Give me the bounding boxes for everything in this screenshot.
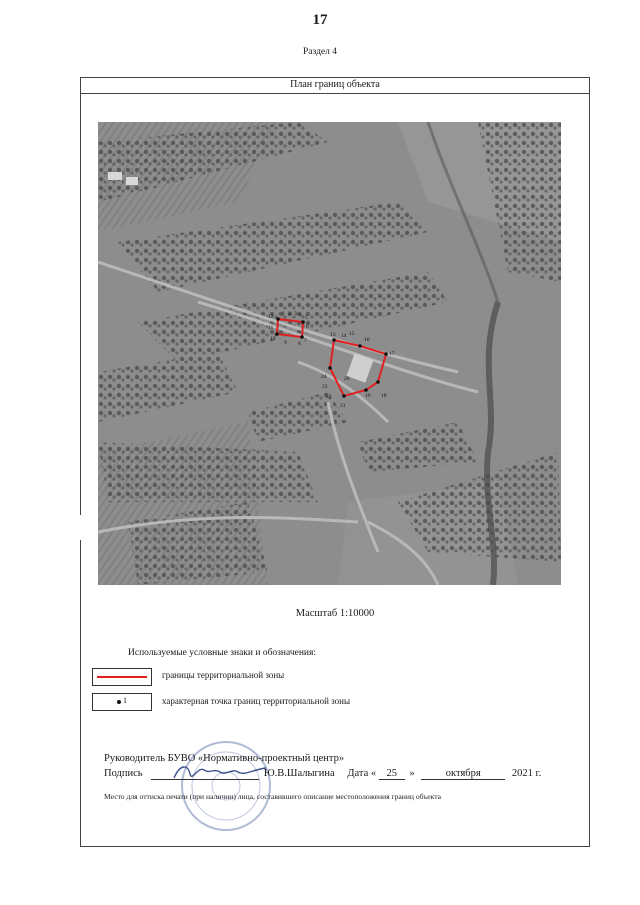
aerial-map xyxy=(98,122,561,585)
point-label-12: 12 xyxy=(268,314,274,320)
frame-border-top xyxy=(80,77,590,78)
date-day: 25 xyxy=(379,768,405,780)
point-label-24: 24 xyxy=(321,374,327,380)
red-line-icon xyxy=(97,676,147,678)
point-dot-icon xyxy=(117,700,121,704)
section-label: Раздел 4 xyxy=(303,47,337,57)
point-label-16: 16 xyxy=(364,337,370,343)
legend-boundary-symbol xyxy=(92,668,152,686)
signature-blank xyxy=(151,768,259,780)
frame-border-left xyxy=(80,77,81,515)
point-label-7: 7 xyxy=(304,338,307,344)
point-label-3: 3 xyxy=(294,311,297,317)
title-divider xyxy=(80,93,590,94)
date-month: октября xyxy=(421,768,505,780)
legend-point-number: 1 xyxy=(123,696,127,705)
frame-border-left-lower xyxy=(80,540,81,847)
footer-signature-line xyxy=(104,768,541,780)
point-label-6: 6 xyxy=(306,324,309,330)
stamp-place-note: Место для оттиска печати (при наличии) лица, составившего описание местоположения границ объекта xyxy=(104,792,442,801)
sign-label: Подпись xyxy=(104,768,143,779)
point-label-4: 4 xyxy=(299,312,302,318)
point-label-20: 20 xyxy=(344,376,350,382)
point-label-5: 5 xyxy=(305,315,308,321)
point-label-1: 1 xyxy=(282,311,285,317)
legend-point-symbol xyxy=(92,693,152,711)
point-label-17: 17 xyxy=(389,351,395,357)
footer-organization: Руководитель БУВО «Нормативно-проектный центр» xyxy=(104,753,345,764)
point-label-21: 21 xyxy=(340,403,346,409)
point-label-22: 22 xyxy=(326,394,332,400)
point-label-8: 8 xyxy=(298,341,301,347)
plan-title: План границ объекта xyxy=(290,79,380,90)
page-number: 17 xyxy=(312,12,328,28)
point-label-10: 10 xyxy=(270,336,276,342)
legend-title: Используемые условные знаки и обозначения: xyxy=(128,648,317,658)
point-label-11: 11 xyxy=(268,325,274,331)
point-label-23: 23 xyxy=(322,384,328,390)
point-label-15: 15 xyxy=(349,331,355,337)
legend-point-text: характерная точка границ территориальной зоны xyxy=(162,696,351,706)
frame-border-bottom xyxy=(80,846,590,847)
point-label-9: 9 xyxy=(284,340,287,346)
date-year: 2021 г. xyxy=(511,768,542,779)
date-day-close: » xyxy=(409,768,415,779)
frame-border-right xyxy=(589,77,590,847)
point-label-13: 13 xyxy=(330,332,336,338)
legend-boundary-text: границы территориальной зоны xyxy=(162,670,285,680)
date-label: Дата « xyxy=(347,768,377,779)
point-label-2: 2 xyxy=(288,311,291,317)
signer-name: Ю.В.Шалыгина xyxy=(263,768,335,779)
map-scale: Масштаб 1:10000 xyxy=(295,608,375,619)
point-label-14: 14 xyxy=(341,333,347,339)
point-label-19: 19 xyxy=(365,393,371,399)
aerial-map-image xyxy=(98,122,561,585)
point-label-18: 18 xyxy=(381,393,387,399)
